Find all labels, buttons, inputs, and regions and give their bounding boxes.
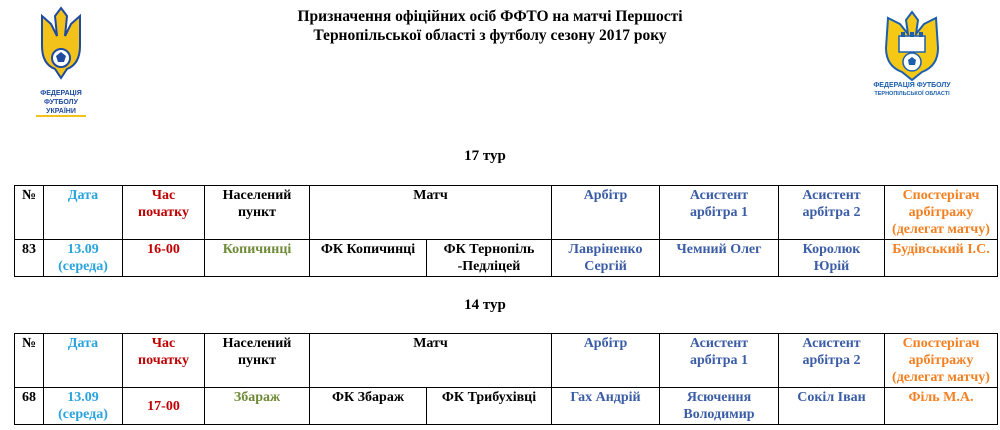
header-place: Населений пункт bbox=[205, 186, 310, 240]
header-time: Час початку bbox=[123, 334, 205, 388]
round-title: 17 тур bbox=[464, 148, 506, 164]
match-num: 83 bbox=[15, 240, 44, 277]
header-num: № bbox=[15, 334, 44, 388]
match-referee: Гах Андрій bbox=[552, 388, 660, 425]
ffu-logo-text-2: ФУТБОЛУ bbox=[44, 99, 78, 106]
header-referee: Арбітр bbox=[552, 186, 660, 240]
header-match: Матч bbox=[310, 334, 552, 388]
header-assistant-1: Асистент арбітра 1 bbox=[660, 186, 779, 240]
table-header-row bbox=[15, 186, 998, 240]
header-num: № bbox=[15, 186, 44, 240]
match-home-team: ФК Збараж bbox=[310, 388, 427, 425]
table-row bbox=[15, 388, 998, 425]
header-match: Матч bbox=[310, 186, 552, 240]
match-away-team: ФК Тернопіль -Педліцей bbox=[427, 240, 552, 277]
round-title: 14 тур bbox=[464, 297, 506, 313]
match-away-team: ФК Трибухівці bbox=[427, 388, 552, 425]
header-time: Час початку bbox=[123, 186, 205, 240]
title-line-1: Призначення офіційних осіб ФФТО на матчі Першості bbox=[297, 8, 683, 25]
header-observer: Спостерігач арбітражу (делегат матчу) bbox=[885, 186, 998, 240]
match-assistant-2: Королюк Юрій bbox=[779, 240, 885, 277]
match-assistant-1: Чемний Олег bbox=[660, 240, 779, 277]
match-date: 13.09 (середа) bbox=[44, 240, 123, 277]
match-home-team: ФК Копичинці bbox=[310, 240, 427, 277]
header-date: Дата bbox=[44, 334, 123, 388]
match-date: 13.09 (середа) bbox=[44, 388, 123, 425]
schedule-table bbox=[14, 185, 998, 277]
table-row bbox=[15, 240, 998, 277]
match-time: 17-00 bbox=[123, 388, 205, 425]
match-place: Копичинці bbox=[205, 240, 310, 277]
table-header-row bbox=[15, 334, 998, 388]
ffto-logo-text-1: ФЕДЕРАЦІЯ ФУТБОЛУ bbox=[873, 82, 951, 89]
ffto-logo-text-2: ТЕРНОПІЛЬСЬКОЇ ОБЛАСТІ bbox=[874, 91, 950, 97]
schedule-table bbox=[14, 333, 998, 425]
match-time: 16-00 bbox=[123, 240, 205, 277]
match-observer: Будівський І.С. bbox=[885, 240, 998, 277]
ffu-logo-text-3: УКРАЇНИ bbox=[46, 108, 76, 115]
header-assistant-2: Асистент арбітра 2 bbox=[779, 334, 885, 388]
match-assistant-1: Ясючення Володимир bbox=[660, 388, 779, 425]
title-line-2: Тернопільської області з футболу сезону 2017 року bbox=[313, 27, 667, 44]
header-assistant-1: Асистент арбітра 1 bbox=[660, 334, 779, 388]
ffu-logo-text-1: ФЕДЕРАЦІЯ bbox=[40, 90, 82, 97]
match-referee: Лавріненко Сергій bbox=[552, 240, 660, 277]
header-observer: Спостерігач арбітражу (делегат матчу) bbox=[885, 334, 998, 388]
match-place: Збараж bbox=[205, 388, 310, 425]
header-referee: Арбітр bbox=[552, 334, 660, 388]
header-date: Дата bbox=[44, 186, 123, 240]
header-assistant-2: Асистент арбітра 2 bbox=[779, 186, 885, 240]
match-observer: Філь М.А. bbox=[885, 388, 998, 425]
ffto-logo bbox=[866, 10, 958, 98]
match-num: 68 bbox=[15, 388, 44, 425]
page-title bbox=[200, 7, 780, 45]
header-place: Населений пункт bbox=[205, 334, 310, 388]
match-assistant-2: Сокіл Іван bbox=[779, 388, 885, 425]
ffu-logo bbox=[30, 6, 92, 118]
